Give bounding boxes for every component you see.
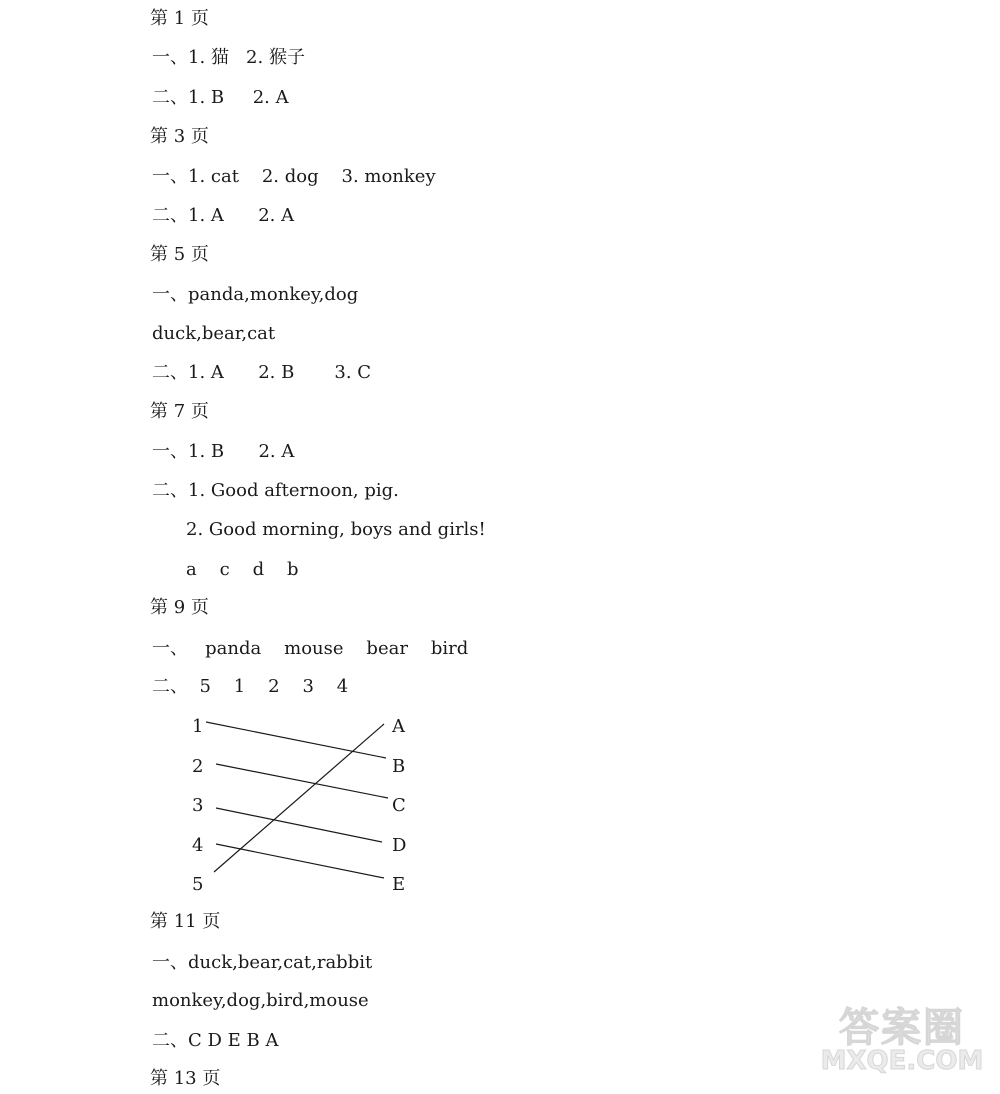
match-right-label: E bbox=[392, 874, 406, 895]
match-right-label: D bbox=[392, 835, 407, 856]
match-left-label: 3 bbox=[192, 795, 204, 816]
answer-line: a c d b bbox=[186, 559, 299, 580]
match-right-label: A bbox=[392, 716, 405, 737]
page-heading-7: 第 7 页 bbox=[150, 401, 209, 422]
matching-diagram bbox=[180, 710, 420, 900]
match-left-label: 2 bbox=[192, 756, 204, 777]
match-left-label: 5 bbox=[192, 874, 204, 895]
page-heading-3: 第 3 页 bbox=[150, 126, 209, 147]
answer-line: 二、1. A 2. B 3. C bbox=[152, 362, 372, 383]
answer-line: 一、1. cat 2. dog 3. monkey bbox=[152, 166, 436, 187]
answer-line: 2. Good morning, boys and girls! bbox=[186, 519, 486, 540]
page-heading-13: 第 13 页 bbox=[150, 1068, 221, 1089]
answer-line: 一、1. 猫 2. 猴子 bbox=[152, 47, 305, 68]
watermark-logo: 答案圈 bbox=[839, 1005, 965, 1051]
answer-line: 一、 panda mouse bear bird bbox=[152, 638, 469, 659]
match-left-label: 1 bbox=[192, 716, 204, 737]
match-right-label: B bbox=[392, 756, 406, 777]
match-right-label: C bbox=[392, 795, 406, 816]
answer-line: 一、duck,bear,cat,rabbit bbox=[152, 952, 373, 973]
answer-line: 二、 5 1 2 3 4 bbox=[152, 676, 349, 697]
match-line-5-A bbox=[214, 724, 384, 872]
answer-line: 一、1. B 2. A bbox=[152, 441, 295, 462]
answer-line: duck,bear,cat bbox=[152, 323, 276, 344]
page-heading-1: 第 1 页 bbox=[150, 8, 209, 29]
answer-line: 二、C D E B A bbox=[152, 1030, 279, 1051]
watermark-site: MXQE.COM bbox=[820, 1046, 984, 1076]
answer-line: 二、1. A 2. A bbox=[152, 205, 295, 226]
answer-line: 二、1. Good afternoon, pig. bbox=[152, 480, 399, 501]
match-line-2-C bbox=[216, 764, 388, 798]
page-heading-11: 第 11 页 bbox=[150, 911, 221, 932]
answer-line: 二、1. B 2. A bbox=[152, 87, 289, 108]
match-line-1-B bbox=[206, 722, 386, 758]
match-left-label: 4 bbox=[192, 835, 204, 856]
watermark bbox=[812, 996, 992, 1076]
page-heading-9: 第 9 页 bbox=[150, 597, 209, 618]
answer-line: 一、panda,monkey,dog bbox=[152, 284, 359, 305]
answer-line: monkey,dog,bird,mouse bbox=[152, 990, 369, 1011]
match-line-3-D bbox=[216, 808, 382, 842]
page-heading-5: 第 5 页 bbox=[150, 244, 209, 265]
